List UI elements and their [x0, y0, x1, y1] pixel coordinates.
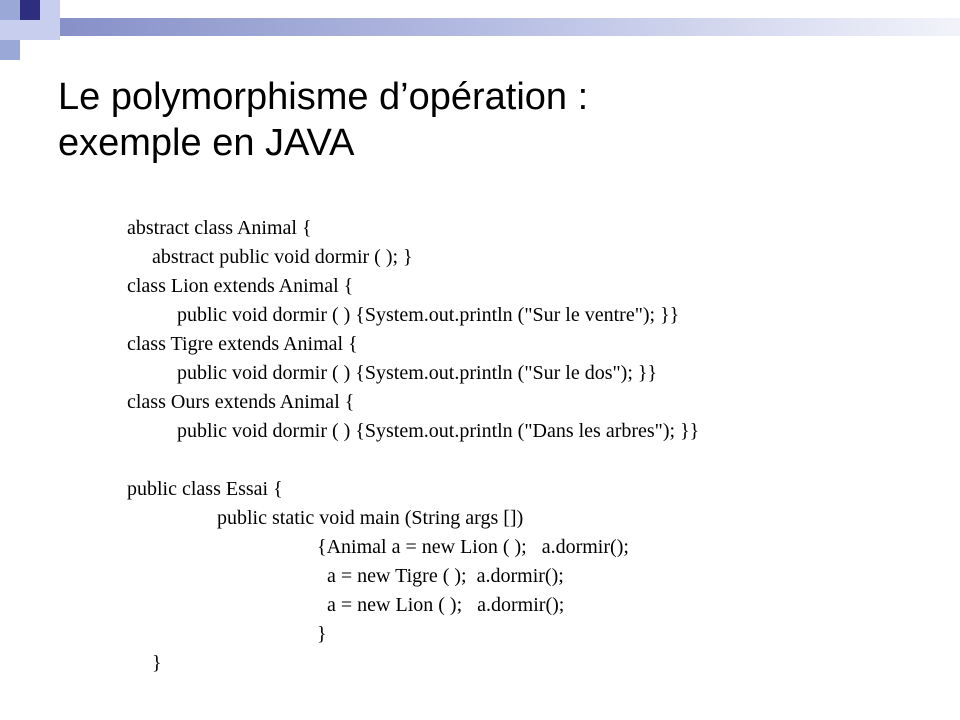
- header-gradient-band: [60, 18, 960, 36]
- decor-square: [0, 40, 20, 60]
- code-line: a = new Tigre ( ); a.dormir();: [127, 565, 564, 587]
- decor-square: [40, 20, 60, 40]
- code-line: class Ours extends Animal {: [127, 391, 355, 413]
- code-line: class Tigre extends Animal {: [127, 333, 358, 355]
- code-line: [127, 446, 699, 475]
- decor-square: [40, 0, 60, 20]
- code-line: }: [127, 623, 327, 645]
- decor-square: [0, 20, 20, 40]
- code-line: public static void main (String args []): [127, 507, 524, 529]
- code-line: abstract class Animal {: [127, 217, 312, 239]
- code-line: public class Essai {: [127, 478, 283, 500]
- code-line: public void dormir ( ) {System.out.println ("Dans les arbres"); }}: [127, 420, 700, 442]
- code-line: a = new Lion ( ); a.dormir();: [127, 594, 565, 616]
- code-line: {Animal a = new Lion ( ); a.dormir();: [127, 536, 629, 558]
- decor-square: [20, 0, 40, 20]
- title-line-2: exemple en JAVA: [58, 122, 355, 164]
- decor-square: [20, 20, 40, 40]
- code-line: abstract public void dormir ( ); }: [127, 246, 413, 268]
- title-line-1: Le polymorphisme d’opération :: [58, 76, 589, 118]
- code-line: public void dormir ( ) {System.out.println ("Sur le dos"); }}: [127, 362, 658, 384]
- decor-square: [0, 0, 20, 20]
- code-line: class Lion extends Animal {: [127, 275, 354, 297]
- code-block: [127, 214, 699, 678]
- code-line: }: [127, 652, 162, 674]
- code-line: public void dormir ( ) {System.out.println ("Sur le ventre"); }}: [127, 304, 680, 326]
- slide-title: [58, 74, 898, 166]
